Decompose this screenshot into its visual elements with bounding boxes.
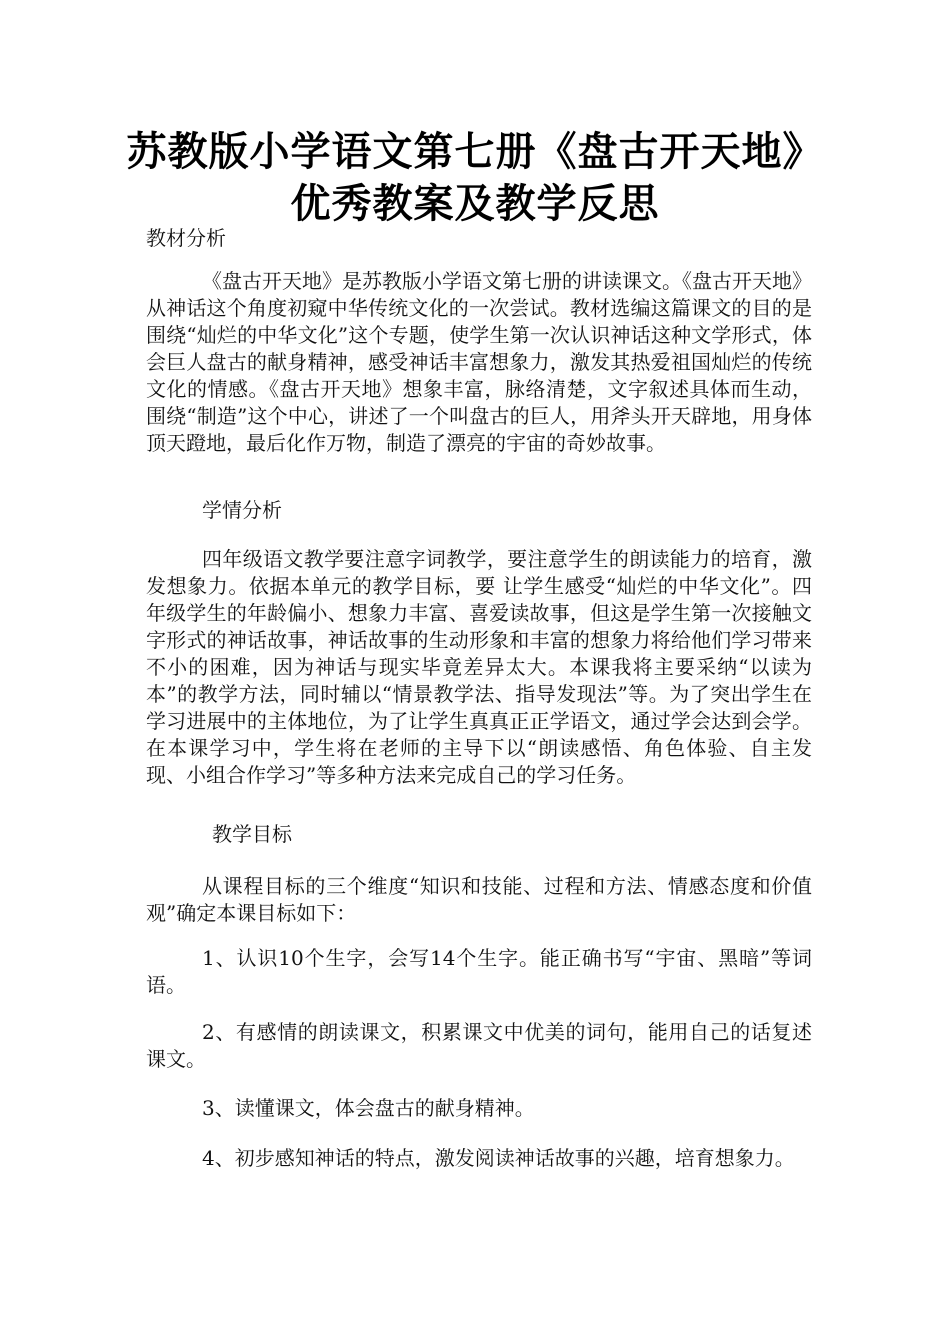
section-heading-teaching-goals: 教学目标 [212,822,292,846]
paragraph-teaching-goals-intro: 从课程目标的三个维度“知识和技能、过程和方法、情感态度和价值观”确定本课目标如下： [146,874,812,925]
goal-item: 2、有感情的朗读课文，积累课文中优美的词句，能用自己的话复述课文。 [146,1020,812,1071]
section-heading-textbook-analysis: 教材分析 [146,226,226,250]
goal-item: 3、读懂课文，体会盘古的献身精神。 [202,1096,535,1120]
section-heading-student-analysis: 学情分析 [202,498,282,522]
paragraph-textbook-analysis: 《盘古开天地》是苏教版小学语文第七册的讲读课文。《盘古开天地》从神话这个角度初窥中华传统文化的一次尝试。教材选编这篇课文的目的是围绕“灿烂的中华文化”这个专题，使学生第一次认识神话这种文学形式，体会巨人盘古的献身精神，感受神话丰富想象力，激发其热爱祖国灿烂的传统文化的情感。《盘古开天地》想象丰富，脉络清楚，文字叙述具体而生动，围绕“制造”这个中心，讲述了一个叫盘古的巨人，用斧头开天辟地，用身体顶天蹬地，最后化作万物，制造了漂亮的宇宙的奇妙故事。 [146,269,812,455]
goal-item: 1、认识10个生字，会写14个生字。能正确书写“宇宙、黑暗”等词语。 [146,946,812,997]
document-title-line-1: 苏教版小学语文第七册《盘古开天地》 [126,129,824,175]
goal-item: 4、初步感知神话的特点，激发阅读神话故事的兴趣，培育想象力。 [202,1146,795,1170]
paragraph-student-analysis: 四年级语文教学要注意字词教学，要注意学生的朗读能力的培育，激发想象力。依据本单元的教学目标，要 让学生感受“灿烂的中华文化”。四年级学生的年龄偏小、想象力丰富、喜爱读故事，但这是学生第一次接触文字形式的神话故事，神话故事的生动形象和丰富的想象力将给他们学习带来不小的困难，因为神话与现实毕竟差异太大。本课我将主要采纳“以读为本”的教学方法，同时辅以“情景教学法、指导发现法”等。为了突出学生在学习进展中的主体地位，为了让学生真真正正学语文，通过学会达到会学。在本课学习中，学生将在老师的主导下以“朗读感悟、角色体验、自主发现、小组合作学习”等多种方法来完成自己的学习任务。 [146,547,812,787]
document-title-line-2: 优秀教案及教学反思 [290,181,660,227]
